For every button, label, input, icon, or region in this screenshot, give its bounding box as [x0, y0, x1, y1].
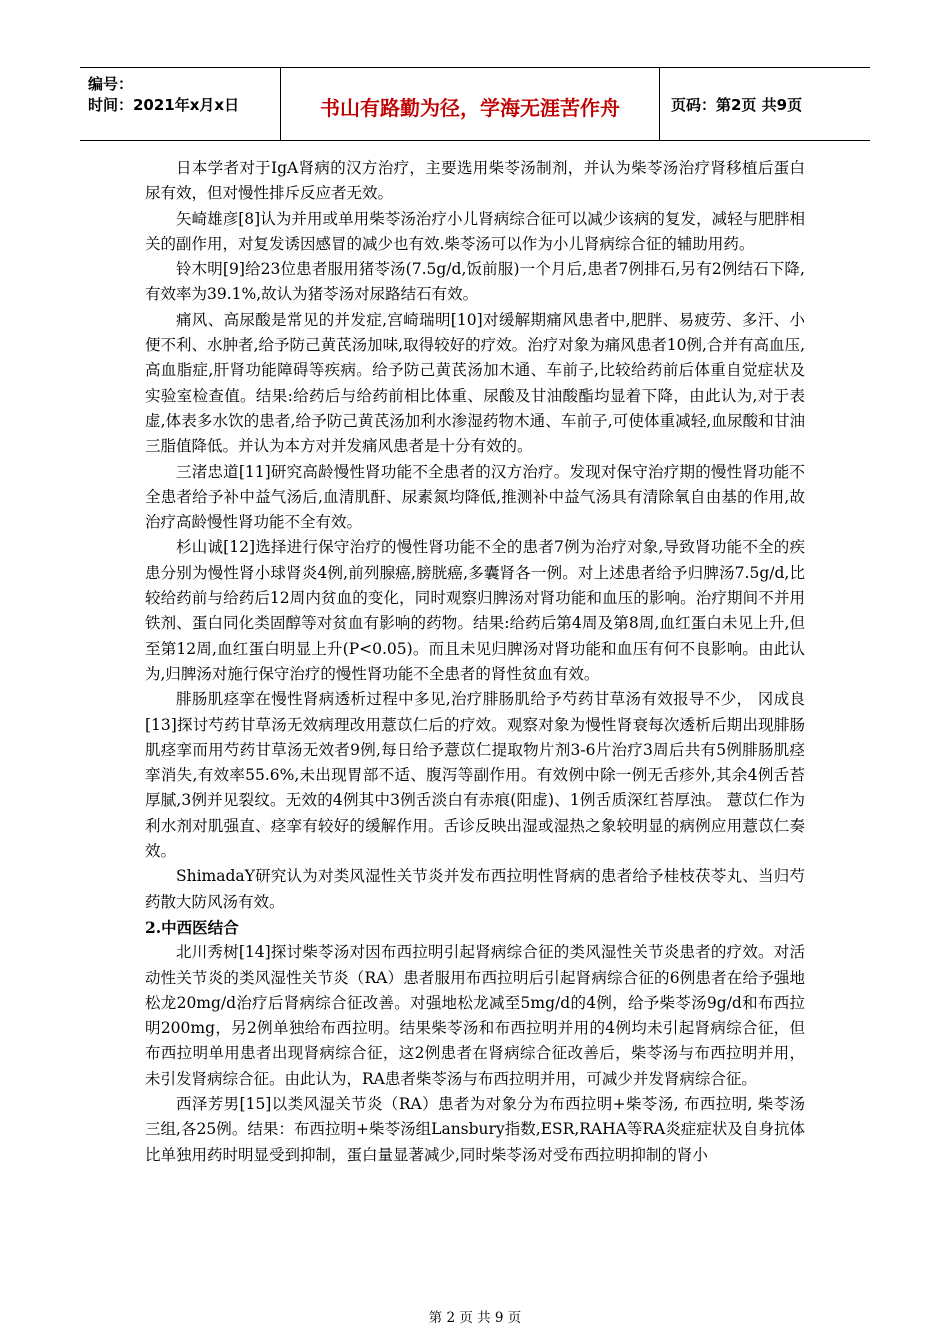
paragraph: 西泽芳男[15]以类风湿关节炎（RA）患者为对象分为布西拉明+柴苓汤, 布西拉明, 柴苓汤三组,各25例。结果：布西拉明+柴苓汤组Lansbury指数,ESR,RAHA等RA炎症症状及自身抗体比单独用药时明显受到抑制，蛋白量显著减少,同时柴苓汤对受布西拉明抑制的肾小	[145, 1094, 805, 1164]
time-label: 时间：2021年x月x日	[88, 96, 240, 114]
paragraph: 北川秀树[14]探讨柴苓汤对因布西拉明引起肾病综合征的类风湿性关节炎患者的疗效。对活动性关节炎的类风湿性关节炎（RA）患者服用布西拉明后引起肾病综合征的6例患者在给予强地松龙20mg/d治疗后肾病综合征改善。对强地松龙减至5mg/d的4例，给予柴苓汤9g/d和布西拉明200mg，另2例单独给布西拉明。结果柴苓汤和布西拉明并用的4例均未引起肾病综合征，但布西拉明单用患者出现肾病综合征，这2例患者在肾病综合征改善后，柴苓汤与布西拉明并用，未引发肾病综合征。由此认为，RA患者柴苓汤与布西拉明并用，可减少并发肾病综合征。	[145, 943, 805, 1088]
document-body	[145, 156, 805, 1168]
motto: 书山有路勤为径，学海无涯苦作舟	[320, 96, 620, 120]
header-meta-cell	[80, 68, 281, 140]
number-label: 编号：	[88, 75, 134, 93]
paragraph: 三渚忠道[11]研究高龄慢性肾功能不全患者的汉方治疗。发现对保守治疗期的慢性肾功能不全患者给予补中益气汤后,血清肌酐、尿素氮均降低,推测补中益气汤具有清除氧自由基的作用,故治疗高龄慢性肾功能不全有效。	[145, 462, 805, 532]
paragraph: 矢崎雄彦[8]认为并用或单用柴苓汤治疗小儿肾病综合征可以减少该病的复发，减轻与肥胖相关的副作用，对复发诱因感冒的减少也有效.柴苓汤可以作为小儿肾病综合征的辅助用药。	[145, 209, 805, 253]
header-page-cell	[661, 68, 870, 140]
page-header	[80, 67, 870, 141]
header-motto-cell	[281, 68, 660, 140]
paragraph: 铃木明[9]给23位患者服用猪苓汤(7.5g/d,饭前服)一个月后,患者7例排石,另有2例结石下降,有效率为39.1%,故认为猪苓汤对尿路结石有效。	[145, 260, 805, 304]
paragraph: ShimadaY研究认为对类风湿性关节炎并发布西拉明性肾病的患者给予桂枝茯苓丸、当归芍药散大防风汤有效。	[145, 867, 805, 911]
paragraph: 日本学者对于IgA肾病的汉方治疗，主要选用柴苓汤制剂，并认为柴苓汤治疗肾移植后蛋白尿有效，但对慢性排斥反应者无效。	[145, 159, 805, 203]
paragraph: 痛风、高尿酸是常见的并发症,宫崎瑞明[10]对缓解期痛风患者中,肥胖、易疲劳、多汗、小便不利、水肿者,给予防己黄芪汤加味,取得较好的疗效。治疗对象为痛风患者10例,合并有高血压,高血脂症,肝肾功能障碍等疾病。给予防己黄芪汤加木通、车前子,比较给药前后体重自觉症状及实验室检查值。结果:给药后与给药前相比体重、尿酸及甘油酸酯均显着下降，由此认为,对于表虚,体表多水饮的患者,给予防己黄芪汤加利水渗湿药物木通、车前子,可使体重减轻,血尿酸和甘油三脂值降低。并认为本方对并发痛风患者是十分有效的。	[145, 310, 805, 456]
page-footer: 第 2 页 共 9 页	[428, 1310, 522, 1326]
paragraph: 腓肠肌痉挛在慢性肾病透析过程中多见,治疗腓肠肌给予芍药甘草汤有效报导不少， 冈成良[13]探讨芍药甘草汤无效病理改用薏苡仁后的疗效。观察对象为慢性肾衰每次透析后期出现腓肠肌痉挛而用芍药甘草汤无效者9例,每日给予薏苡仁提取物片剂3-6片治疗3周后共有5例腓肠肌痉挛消失,有效率55.6%,未出现胃部不适、腹泻等副作用。有效例中除一例无舌疹外,其余4例舌苔厚腻,3例并见裂纹。无效的4例其中3例舌淡白有赤痕(阳虚)、1例舌质深红苔厚浊。 薏苡仁作为利水剂对肌强直、痉挛有较好的缓解作用。舌诊反映出湿或湿热之象较明显的病例应用薏苡仁奏效。	[145, 690, 805, 861]
section-heading: 2.中西医结合	[145, 917, 239, 937]
paragraph: 杉山诚[12]选择进行保守治疗的慢性肾功能不全的患者7例为治疗对象,导致肾功能不全的疾患分别为慢性肾小球肾炎4例,前列腺癌,膀胱癌,多囊肾各一例。对上述患者给予归脾汤7.5g/d,比较给药前与给药后12周内贫血的变化，同时观察归脾汤对肾功能和血压的影响。治疗期间不并用铁剂、蛋白同化类固醇等对贫血有影响的药物。结果:给药后第4周及第8周,血红蛋白未见上升,但至第12周,血红蛋白明显上升(P<0.05)。而且未见归脾汤对肾功能和血压有何不良影响。由此认为,归脾汤对施行保守治疗的慢性肾功能不全患者的肾性贫血有效。	[145, 538, 805, 683]
page-label: 页码：第2页 共9页	[671, 96, 803, 114]
